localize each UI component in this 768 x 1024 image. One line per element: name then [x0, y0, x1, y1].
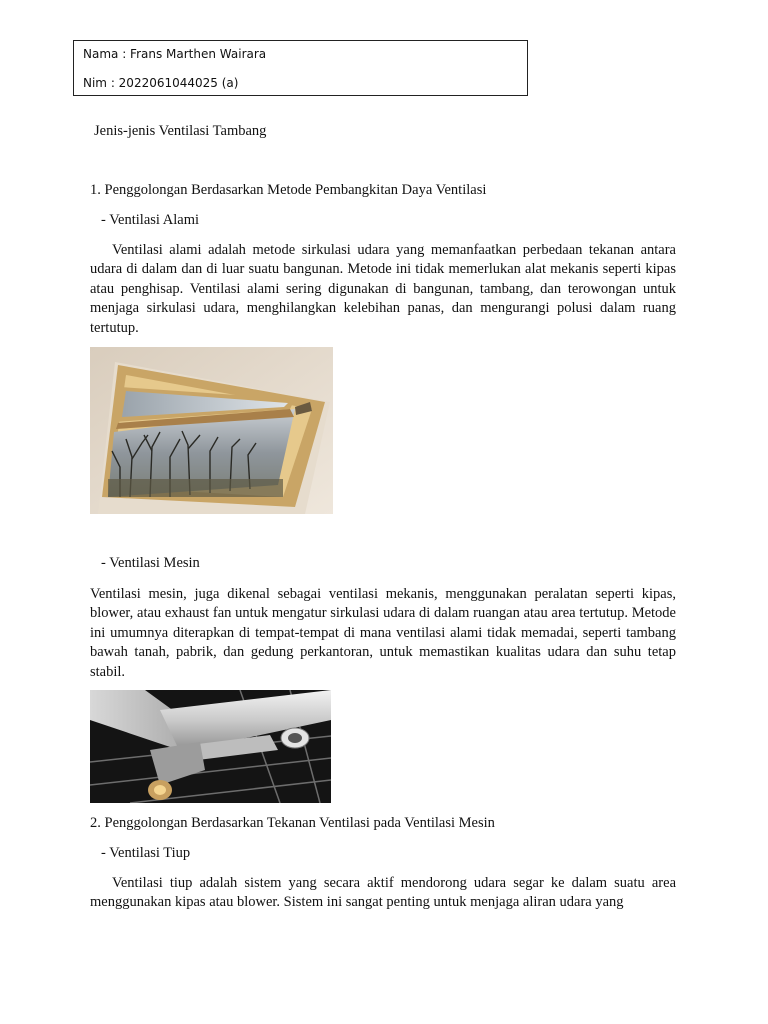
- section-2-heading: 2. Penggolongan Berdasarkan Tekanan Ventilasi pada Ventilasi Mesin: [90, 815, 495, 831]
- paragraph-ventilasi-alami: Ventilasi alami adalah metode sirkulasi udara yang memanfaatkan perbedaan tekanan antara udara di dalam dan di luar suatu bangunan. Metode ini tidak memerlukan alat mekanis seperti kipas atau penghisap. Ventilasi alami sering digunakan di bangunan, tambang, dan terowongan untuk menjaga sirkulasi udara, menghilangkan kelebihan panas, dan mengurangi polusi dalam ruang tertutup.: [90, 242, 676, 336]
- section-1-heading: 1. Penggolongan Berdasarkan Metode Pembangkitan Daya Ventilasi: [90, 182, 487, 198]
- paragraph-ventilasi-tiup: Ventilasi tiup adalah sistem yang secara aktif mendorong udara segar ke dalam suatu area menggunakan kipas atau blower. Sistem ini sangat penting untuk menjaga aliran udara yang: [90, 875, 676, 911]
- student-info-box: [73, 40, 528, 96]
- subheading-ventilasi-mesin: - Ventilasi Mesin: [101, 555, 200, 571]
- student-name: Nama : Frans Marthen Wairara: [83, 47, 267, 61]
- document-title: Jenis-jenis Ventilasi Tambang: [94, 123, 267, 139]
- subheading-ventilasi-alami: - Ventilasi Alami: [101, 212, 200, 228]
- subheading-ventilasi-tiup: - Ventilasi Tiup: [101, 845, 191, 861]
- paragraph-ventilasi-mesin: Ventilasi mesin, juga dikenal sebagai ventilasi mekanis, menggunakan peralatan seperti kipas, blower, atau exhaust fan untuk mengatur sirkulasi udara di dalam ruangan atau area tertutup. Metode ini umumnya diterapkan di tempat-tempat di mana ventilasi alami tidak memadai, seperti tambang bawah tanah, pabrik, dan gedung perkantoran, untuk memastikan kualitas udara dan suhu tetap stabil.: [90, 586, 676, 680]
- ventilation-duct-image: [90, 690, 331, 803]
- skylight-window-image: [90, 347, 333, 514]
- student-nim: Nim : 2022061044025 (a): [83, 76, 239, 90]
